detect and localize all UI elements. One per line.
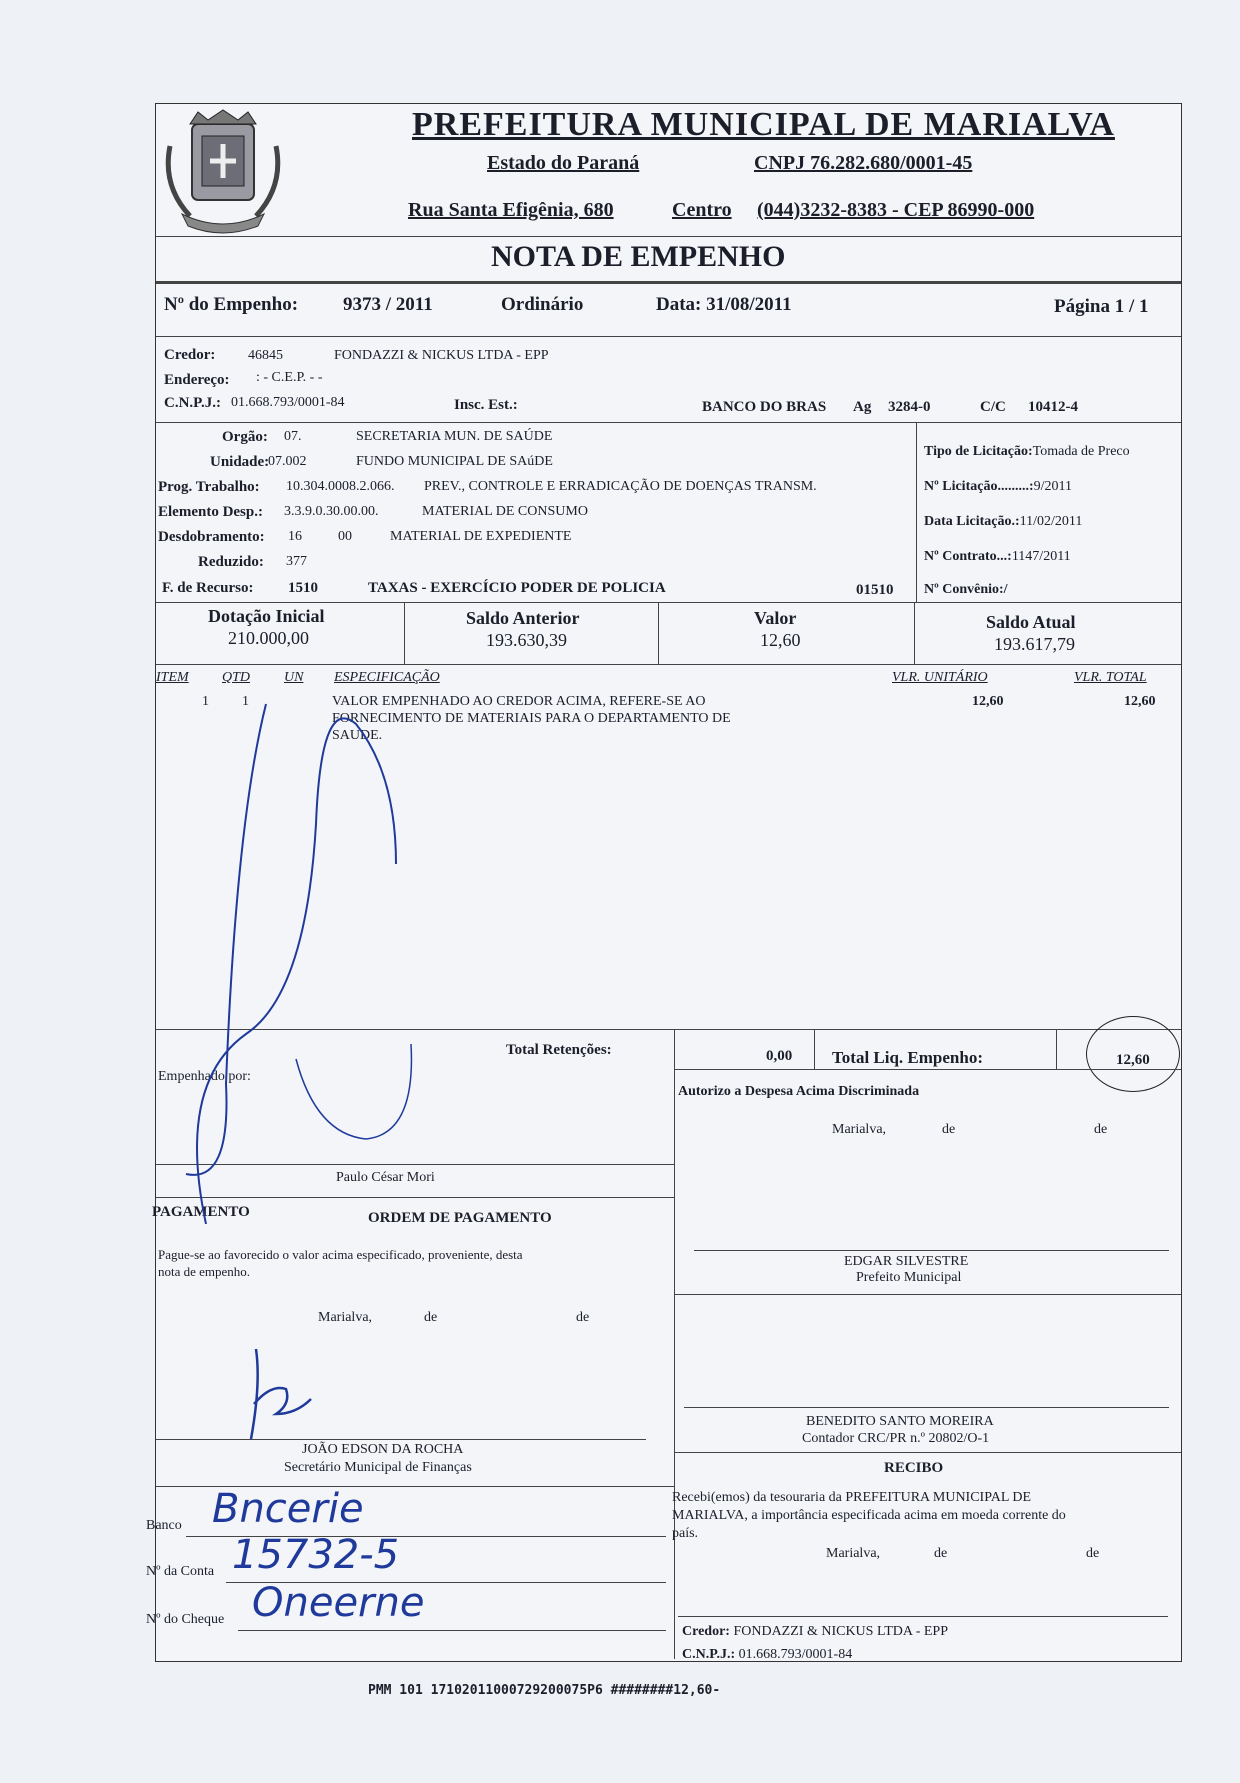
empenho-number: 9373 / 2011 [343,294,433,315]
liq-empenho-value: 12,60 [1116,1052,1150,1068]
reduzido-label: Reduzido: [198,554,264,570]
data-licitacao: Data Licitação.:11/02/2011 [924,514,1083,529]
desdobramento-name: MATERIAL DE EXPEDIENTE [390,529,572,544]
elemento-name: MATERIAL DE CONSUMO [422,504,588,519]
signature-line [684,1407,1169,1408]
endereco-value: : - C.E.P. - - [256,370,323,385]
municipal-crest-logo [160,106,285,236]
handwritten-signature [156,664,676,1224]
dotacao-value: 210.000,00 [228,628,309,648]
divider [156,336,1181,337]
item-unit-value: 12,60 [972,694,1004,709]
page-indicator: Página 1 / 1 [1054,296,1149,317]
orgao-label: Orgão: [222,429,268,445]
saldo-anterior-value: 193.630,39 [486,630,567,650]
contador-name: BENEDITO SANTO MOREIRA [806,1414,994,1429]
saldo-atual-label: Saldo Atual [986,612,1076,632]
saldo-anterior-label: Saldo Anterior [466,608,580,628]
prog-code: 10.304.0008.2.066. [286,479,395,494]
col-valor-total: VLR. TOTAL [1074,670,1147,685]
desdobramento-label: Desdobramento: [158,529,265,545]
orgao-name: SECRETARIA MUN. DE SAÚDE [356,429,553,444]
liq-empenho-label: Total Liq. Empenho: [832,1048,983,1067]
signature-line [694,1250,1169,1251]
org-phone-cep: (044)3232-8383 - CEP 86990-000 [757,199,1035,221]
unidade-code: 07.002 [268,454,307,469]
item-number: 1 [202,694,209,709]
divider [156,281,1181,284]
num-contrato: Nº Contrato...:1147/2011 [924,549,1071,564]
divider [404,602,405,664]
recibo-date-city: Marialva, [826,1546,881,1561]
ordem-pagamento-label: ORDEM DE PAGAMENTO [368,1210,552,1226]
pagamento-date-de2: de [576,1310,590,1325]
item-desc-line3: SAUDE. [332,728,383,743]
prog-label: Prog. Trabalho: [158,479,260,495]
agency-value: 3284-0 [888,399,931,415]
prefeito-role: Prefeito Municipal [856,1270,962,1285]
reduzido-value: 377 [286,554,307,569]
credor-name: FONDAZZI & NICKUS LTDA - EPP [334,348,549,363]
empenhado-name: Paulo César Mori [336,1170,435,1185]
prefeito-name: EDGAR SILVESTRE [844,1254,969,1269]
conta-label: Nº da Conta [146,1564,215,1579]
unidade-name: FUNDO MUNICIPAL DE SAúDE [356,454,553,469]
document-title: NOTA DE EMPENHO [491,240,786,273]
dotacao-label: Dotação Inicial [208,606,325,626]
recibo-title: RECIBO [884,1460,944,1476]
account-value: 10412-4 [1028,399,1078,415]
cnpj-label: C.N.P.J.: [164,395,221,411]
recurso-ref: 01510 [856,582,894,598]
banco-label: Banco [146,1518,182,1533]
elemento-label: Elemento Desp.: [158,504,263,520]
divider [156,602,1181,603]
divider [156,422,1181,423]
recurso-code: 1510 [288,580,318,596]
conta-handwritten: 15732-5 [232,1532,400,1578]
desdobramento-code: 16 [288,529,302,544]
saldo-atual-value: 193.617,79 [994,634,1075,654]
org-address: Rua Santa Efigênia, 680 [408,199,614,221]
empenho-number-label: Nº do Empenho: [164,294,299,315]
secretario-signature [216,1344,336,1444]
prog-name: PREV., CONTROLE E ERRADICAÇÃO DE DOENÇAS TRANSM. [424,479,817,494]
pagamento-date-de1: de [424,1310,438,1325]
divider [814,1029,815,1069]
autorizo-date-de2: de [1094,1122,1108,1137]
recurso-name: TAXAS - EXERCÍCIO PODER DE POLICIA [368,580,666,596]
divider [916,422,917,602]
item-qtd: 1 [242,694,249,709]
recibo-date-de1: de [934,1546,948,1561]
barcode-footer-code: PMM 101 17102011000729200075P6 ########12,60- [368,1683,721,1698]
retencoes-label: Total Retenções: [506,1042,612,1058]
item-desc-line2: FORNECIMENTO DE MATERIAIS PARA O DEPARTAMENTO DE [332,711,731,726]
valor-label: Valor [754,608,797,628]
recibo-credor: Credor: FONDAZZI & NICKUS LTDA - EPP [682,1624,949,1639]
credor-label: Credor: [164,347,216,363]
col-valor-unitario: VLR. UNITÁRIO [892,670,988,685]
state-name: Estado do Paraná [487,152,640,174]
divider [1056,1029,1057,1069]
ordem-text-line2: nota de empenho. [158,1264,251,1279]
cheque-line [238,1630,666,1631]
item-desc-line1: VALOR EMPENHADO AO CREDOR ACIMA, REFERE-SE AO [332,694,706,709]
valor-value: 12,60 [760,630,801,650]
recibo-text-line3: país. [672,1526,699,1541]
account-label: C/C [980,399,1006,415]
col-item: ITEM [156,670,189,685]
nota-de-empenho-document [146,103,1182,1662]
recibo-cnpj: C.N.P.J.: 01.668.793/0001-84 [682,1647,853,1662]
recibo-text-line2: MARIALVA, a importância especificada acima em moeda corrente do [672,1508,1066,1523]
num-convenio: Nº Convênio:/ [924,582,1008,597]
retencoes-value: 0,00 [766,1048,793,1064]
elemento-code: 3.3.9.0.30.00.00. [284,504,379,519]
handwritten-circle [1086,1016,1180,1092]
num-licitacao: Nº Licitação.........:9/2011 [924,479,1072,494]
divider [658,602,659,664]
unidade-label: Unidade: [210,454,270,470]
pagamento-label: PAGAMENTO [152,1204,250,1220]
agency-label: Ag [853,399,872,415]
org-title: PREFEITURA MUNICIPAL DE MARIALVA [412,106,1115,143]
recibo-date-de2: de [1086,1546,1100,1561]
cnpj-value: 01.668.793/0001-84 [231,395,345,410]
divider [674,1452,1181,1453]
org-cnpj: CNPJ 76.282.680/0001-45 [754,152,973,174]
tipo-licitacao: Tipo de Licitação:Tomada de Preco [924,444,1130,459]
empenho-type: Ordinário [501,294,584,315]
contador-role: Contador CRC/PR n.º 20802/O-1 [802,1431,990,1446]
recibo-text-line1: Recebi(emos) da tesouraria da PREFEITURA MUNICIPAL DE [672,1490,1032,1505]
autorizo-label: Autorizo a Despesa Acima Discriminada [678,1084,920,1099]
endereco-label: Endereço: [164,372,230,388]
divider [674,1294,1181,1295]
secretario-role: Secretário Municipal de Finanças [284,1460,472,1475]
empenhado-label: Empenhado por: [158,1069,251,1084]
secretario-name: JOÃO EDSON DA ROCHA [302,1442,464,1457]
bank-name: BANCO DO BRAS [702,399,827,415]
divider [914,602,915,664]
empenho-date: Data: 31/08/2011 [656,294,792,315]
autorizo-date-city: Marialva, [832,1122,887,1137]
ordem-text-line1: Pague-se ao favorecido o valor acima especificado, proveniente, desta [158,1247,523,1262]
divider [674,1069,1181,1070]
org-district: Centro [672,199,732,221]
banco-handwritten: Bncerie [212,1486,364,1532]
col-qtd: QTD [222,670,251,685]
col-especificacao: ESPECIFICAÇÃO [334,670,440,685]
cheque-label: Nº do Cheque [146,1612,225,1627]
desdobramento-sub: 00 [338,529,352,544]
autorizo-date-de1: de [942,1122,956,1137]
pagamento-date-city: Marialva, [318,1310,373,1325]
insc-label: Insc. Est.: [454,397,518,413]
credor-code: 46845 [248,348,283,363]
cheque-handwritten: Oneerne [252,1580,425,1626]
orgao-code: 07. [284,429,302,444]
col-un: UN [284,670,304,685]
divider [156,236,1181,237]
recurso-label: F. de Recurso: [162,580,254,596]
signature-line [678,1616,1168,1617]
item-total-value: 12,60 [1124,694,1156,709]
